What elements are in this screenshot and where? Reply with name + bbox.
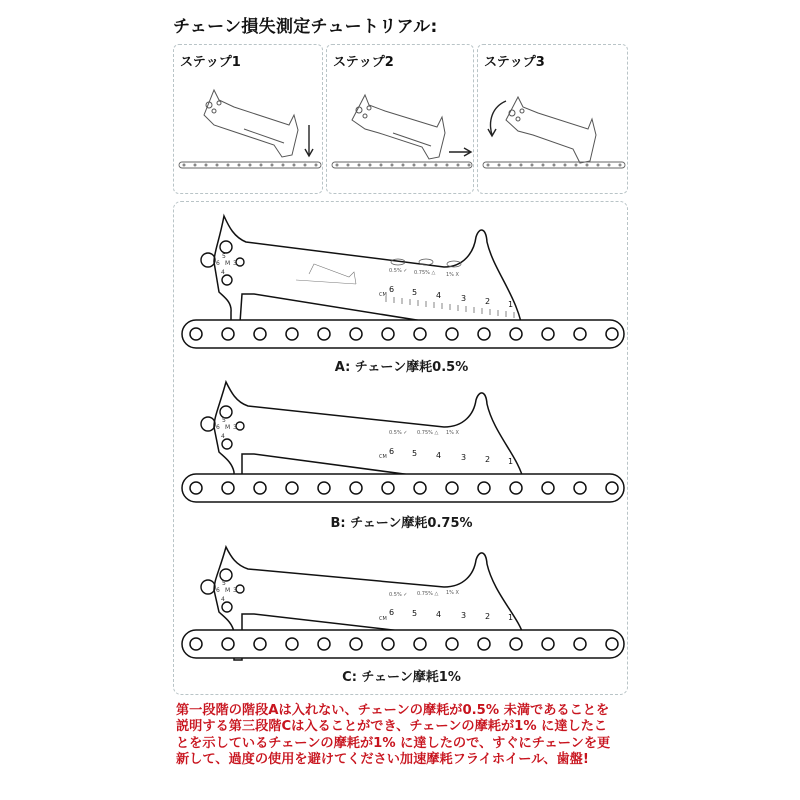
step-3-illustration (478, 45, 629, 195)
svg-text:5: 5 (222, 580, 226, 587)
note-line: 説明する第三段階Cは入ることができ、チェーンの摩耗が1% に達したこ (176, 719, 608, 735)
step-1-box (173, 44, 323, 194)
svg-text:2: 2 (485, 455, 491, 464)
svg-text:1: 1 (508, 457, 514, 466)
panel-b-caption: B: チェーン摩耗0.75% (330, 516, 473, 531)
svg-text:6: 6 (216, 424, 220, 431)
svg-text:0.75% △: 0.75% △ (414, 270, 436, 276)
arrow-down-icon (305, 125, 313, 156)
panel-c (174, 532, 629, 692)
svg-text:3: 3 (461, 294, 467, 303)
svg-text:M: M (225, 260, 231, 267)
svg-text:2: 2 (485, 297, 491, 306)
step-2-illustration (327, 45, 475, 195)
svg-text:5: 5 (222, 253, 226, 260)
panel-b (174, 372, 629, 532)
svg-text:4: 4 (436, 610, 442, 619)
note-line: とを示しているチェーンの摩耗が1% に達したので、すぐにチェーンを更 (176, 735, 611, 751)
svg-text:4: 4 (436, 451, 442, 460)
svg-text:4: 4 (221, 269, 225, 276)
svg-text:M: M (225, 587, 231, 594)
panel-c-caption: C: チェーン摩耗1% (342, 670, 461, 685)
svg-text:5: 5 (412, 609, 418, 618)
svg-text:0.75% △: 0.75% △ (417, 430, 439, 436)
svg-text:3: 3 (233, 587, 237, 594)
note-line: 第一段階の階段Aは入れない、チェーンの摩耗が0.5% 未満であることを (176, 703, 610, 718)
svg-text:5: 5 (412, 288, 418, 297)
step-3-box (477, 44, 628, 194)
svg-text:0.5% ✓: 0.5% ✓ (389, 592, 408, 598)
svg-text:1% X: 1% X (446, 272, 459, 278)
arrow-right-icon (449, 148, 471, 156)
svg-text:3: 3 (461, 453, 467, 462)
svg-text:6: 6 (389, 608, 395, 617)
svg-text:CM: CM (379, 454, 387, 460)
chain (182, 474, 624, 502)
step-3-label: ステップ3 (484, 55, 545, 70)
svg-text:0.5% ✓: 0.5% ✓ (389, 430, 408, 436)
wear-note (176, 703, 626, 768)
svg-text:5: 5 (222, 417, 226, 424)
panel-a-illustration (174, 212, 629, 352)
svg-text:3: 3 (233, 260, 237, 267)
svg-text:1: 1 (508, 300, 514, 309)
svg-text:4: 4 (221, 596, 225, 603)
svg-text:4: 4 (436, 291, 442, 300)
step-1-illustration (174, 45, 324, 195)
svg-text:1% X: 1% X (446, 430, 459, 436)
page-title: チェーン損失測定チュートリアル: (173, 17, 438, 37)
step-2-box (326, 44, 474, 194)
wear-diagram-box (173, 201, 628, 695)
svg-text:1% X: 1% X (446, 590, 459, 596)
chain (182, 630, 624, 658)
step-1-label: ステップ1 (180, 55, 241, 70)
svg-text:4: 4 (221, 433, 225, 440)
svg-text:0.5% ✓: 0.5% ✓ (389, 268, 408, 274)
svg-text:2: 2 (485, 612, 491, 621)
svg-text:1: 1 (508, 613, 514, 622)
svg-text:0.75% △: 0.75% △ (417, 591, 439, 597)
svg-text:3: 3 (233, 424, 237, 431)
svg-text:CM: CM (379, 616, 387, 622)
step-2-label: ステップ2 (333, 55, 394, 70)
svg-text:6: 6 (216, 260, 220, 267)
svg-text:6: 6 (389, 447, 395, 456)
curved-arrow-icon (488, 101, 506, 136)
panel-a-caption: A: チェーン摩耗0.5% (334, 360, 469, 375)
panel-a (174, 212, 629, 375)
svg-text:CM: CM (379, 292, 387, 298)
panel-c-illustration (174, 532, 629, 672)
svg-text:3: 3 (461, 611, 467, 620)
svg-text:6: 6 (389, 285, 395, 294)
panel-b-illustration (174, 372, 629, 512)
chain (182, 320, 624, 348)
svg-text:5: 5 (412, 449, 418, 458)
svg-text:6: 6 (216, 587, 220, 594)
svg-text:M: M (225, 424, 231, 431)
note-line: 新して、過度の使用を避けてください加速摩耗フライホイール、歯盤! (176, 751, 589, 767)
